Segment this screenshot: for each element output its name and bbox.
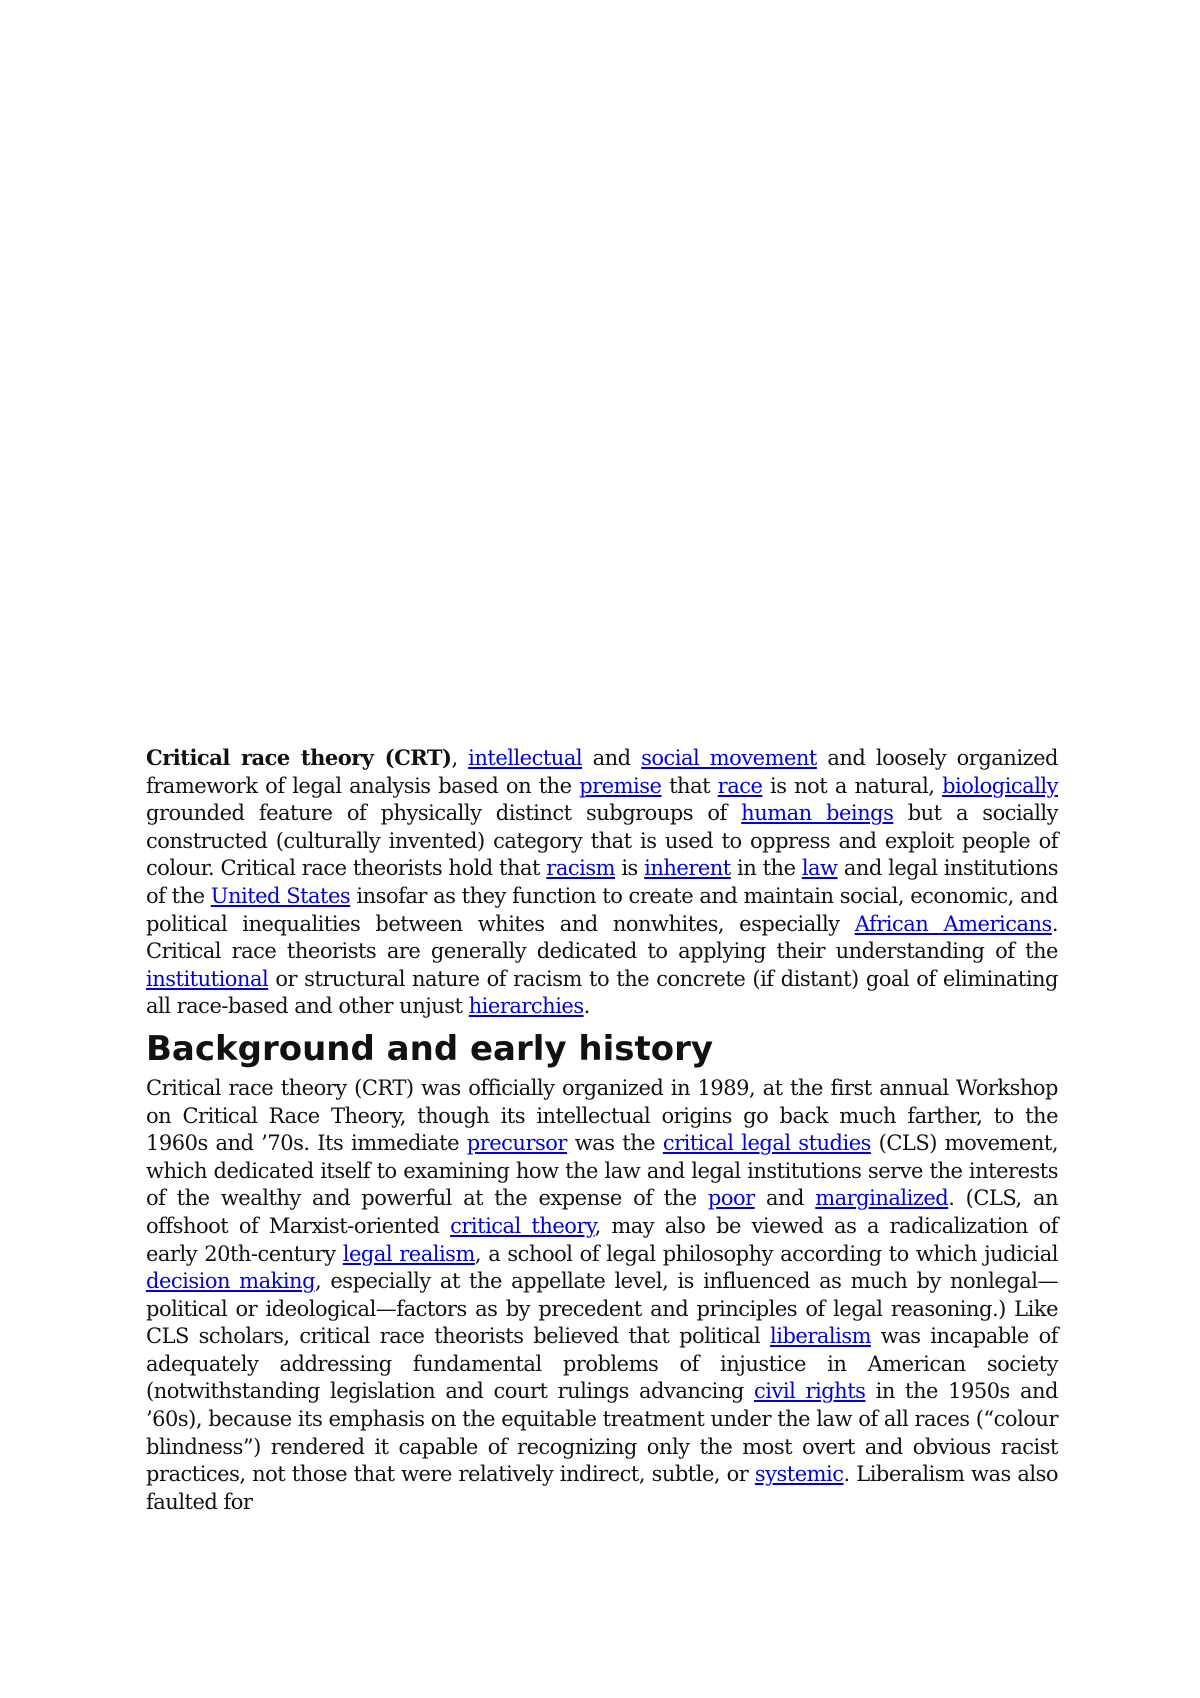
inline-link[interactable]: systemic	[754, 1462, 844, 1487]
inline-link[interactable]: critical legal studies	[662, 1131, 871, 1156]
inline-link[interactable]: liberalism	[770, 1324, 872, 1349]
inline-link[interactable]: intellectual	[468, 746, 583, 770]
text-run: , may also be viewed as a radicalization of early 20th-century	[146, 1213, 1059, 1266]
text-run: insofar as they function to create and maintain social, economic, and political inequalities between whites and nonwhites, especially	[146, 883, 1058, 936]
section-paragraph	[146, 1075, 1058, 1517]
text-run: is	[615, 856, 645, 881]
text-run: was the	[566, 1131, 663, 1156]
section-heading: Background and early history	[146, 1028, 714, 1069]
text-run: in the 1950s and ’60s), because its emphasis on the equitable treatment under the law of all races (“colour blindness”) rendered it capable of recognizing only the most overt and obvious racist practices, not those that were relatively indirect, subtle, or	[146, 1379, 1059, 1487]
inline-link[interactable]: inherent	[644, 856, 731, 881]
text-run: in the	[730, 856, 802, 881]
text-run: Critical race theory (CRT) was officially organized in 1989, at the first annual Workshop on Critical Race Theory, though its intellectual origins go back much farther, to the 1960s and ’70s. Its immediate	[146, 1075, 1058, 1156]
text-run: . (CLS, an offshoot of Marxist-oriented	[146, 1186, 1059, 1238]
inline-link[interactable]: law	[801, 856, 838, 881]
inline-link[interactable]: human beings	[741, 801, 894, 826]
inline-link[interactable]: biologically	[942, 773, 1058, 798]
intro-body	[146, 746, 1058, 1018]
text-run: and	[754, 1186, 816, 1211]
text-run: and	[582, 746, 642, 770]
text-run: . Liberalism was also faulted for	[146, 1462, 1058, 1514]
intro-paragraph	[146, 744, 1058, 1021]
text-run: , a school of legal philosophy according to which judicial	[474, 1241, 1059, 1266]
document-page	[146, 744, 1058, 1516]
inline-link[interactable]: civil rights	[754, 1379, 866, 1404]
intro-lead: Critical race theory (CRT)	[146, 745, 452, 770]
text-run: that	[661, 773, 718, 798]
text-run: (CLS) movement, which dedicated itself to examining how the law and legal institutions serve the interests of the wealthy and powerful at the expense of the	[146, 1131, 1059, 1211]
inline-link[interactable]: United States	[210, 883, 351, 908]
text-run: grounded feature of physically distinct subgroups of	[146, 801, 742, 826]
text-run: ,	[451, 746, 469, 770]
text-run: , especially at the appellate level, is influenced as much by nonlegal—political or ideological—factors as by precedent and principles of legal reasoning.) Like CLS scholars, critical race theorists believed that political	[146, 1269, 1058, 1349]
text-run: was incapable of adequately addressing fundamental problems of injustice in American society (notwithstanding legislation and court rulings advancing	[146, 1324, 1058, 1404]
inline-link[interactable]: premise	[579, 773, 662, 798]
inline-link[interactable]: African Americans	[854, 911, 1052, 936]
text-run: and legal institutions of the	[146, 856, 1058, 908]
inline-link[interactable]: marginalized	[815, 1186, 949, 1211]
inline-link[interactable]: precursor	[466, 1131, 567, 1156]
inline-link[interactable]: hierarchies	[468, 994, 584, 1019]
inline-link[interactable]: poor	[707, 1186, 755, 1211]
inline-link[interactable]: legal realism	[342, 1241, 475, 1266]
text-run: but a socially constructed (culturally invented) category that is used to oppress and exploit people of colour. Critical race theorists hold that	[146, 801, 1059, 881]
inline-link[interactable]: race	[717, 773, 763, 798]
inline-link[interactable]: institutional	[146, 966, 269, 991]
text-run: is not a natural,	[762, 773, 943, 798]
text-run: . Critical race theorists are generally dedicated to applying their understanding of the	[146, 911, 1058, 964]
inline-link[interactable]: critical theory	[450, 1213, 595, 1238]
inline-link[interactable]: racism	[546, 856, 616, 881]
inline-link[interactable]: social movement	[641, 746, 817, 770]
text-run: or structural nature of racism to the concrete (if distant) goal of eliminating all race-based and other unjust	[146, 966, 1058, 1019]
text-run: and loosely organized framework of legal analysis based on the	[146, 746, 1058, 798]
inline-link[interactable]: decision making	[146, 1269, 316, 1294]
text-run: .	[583, 994, 590, 1019]
